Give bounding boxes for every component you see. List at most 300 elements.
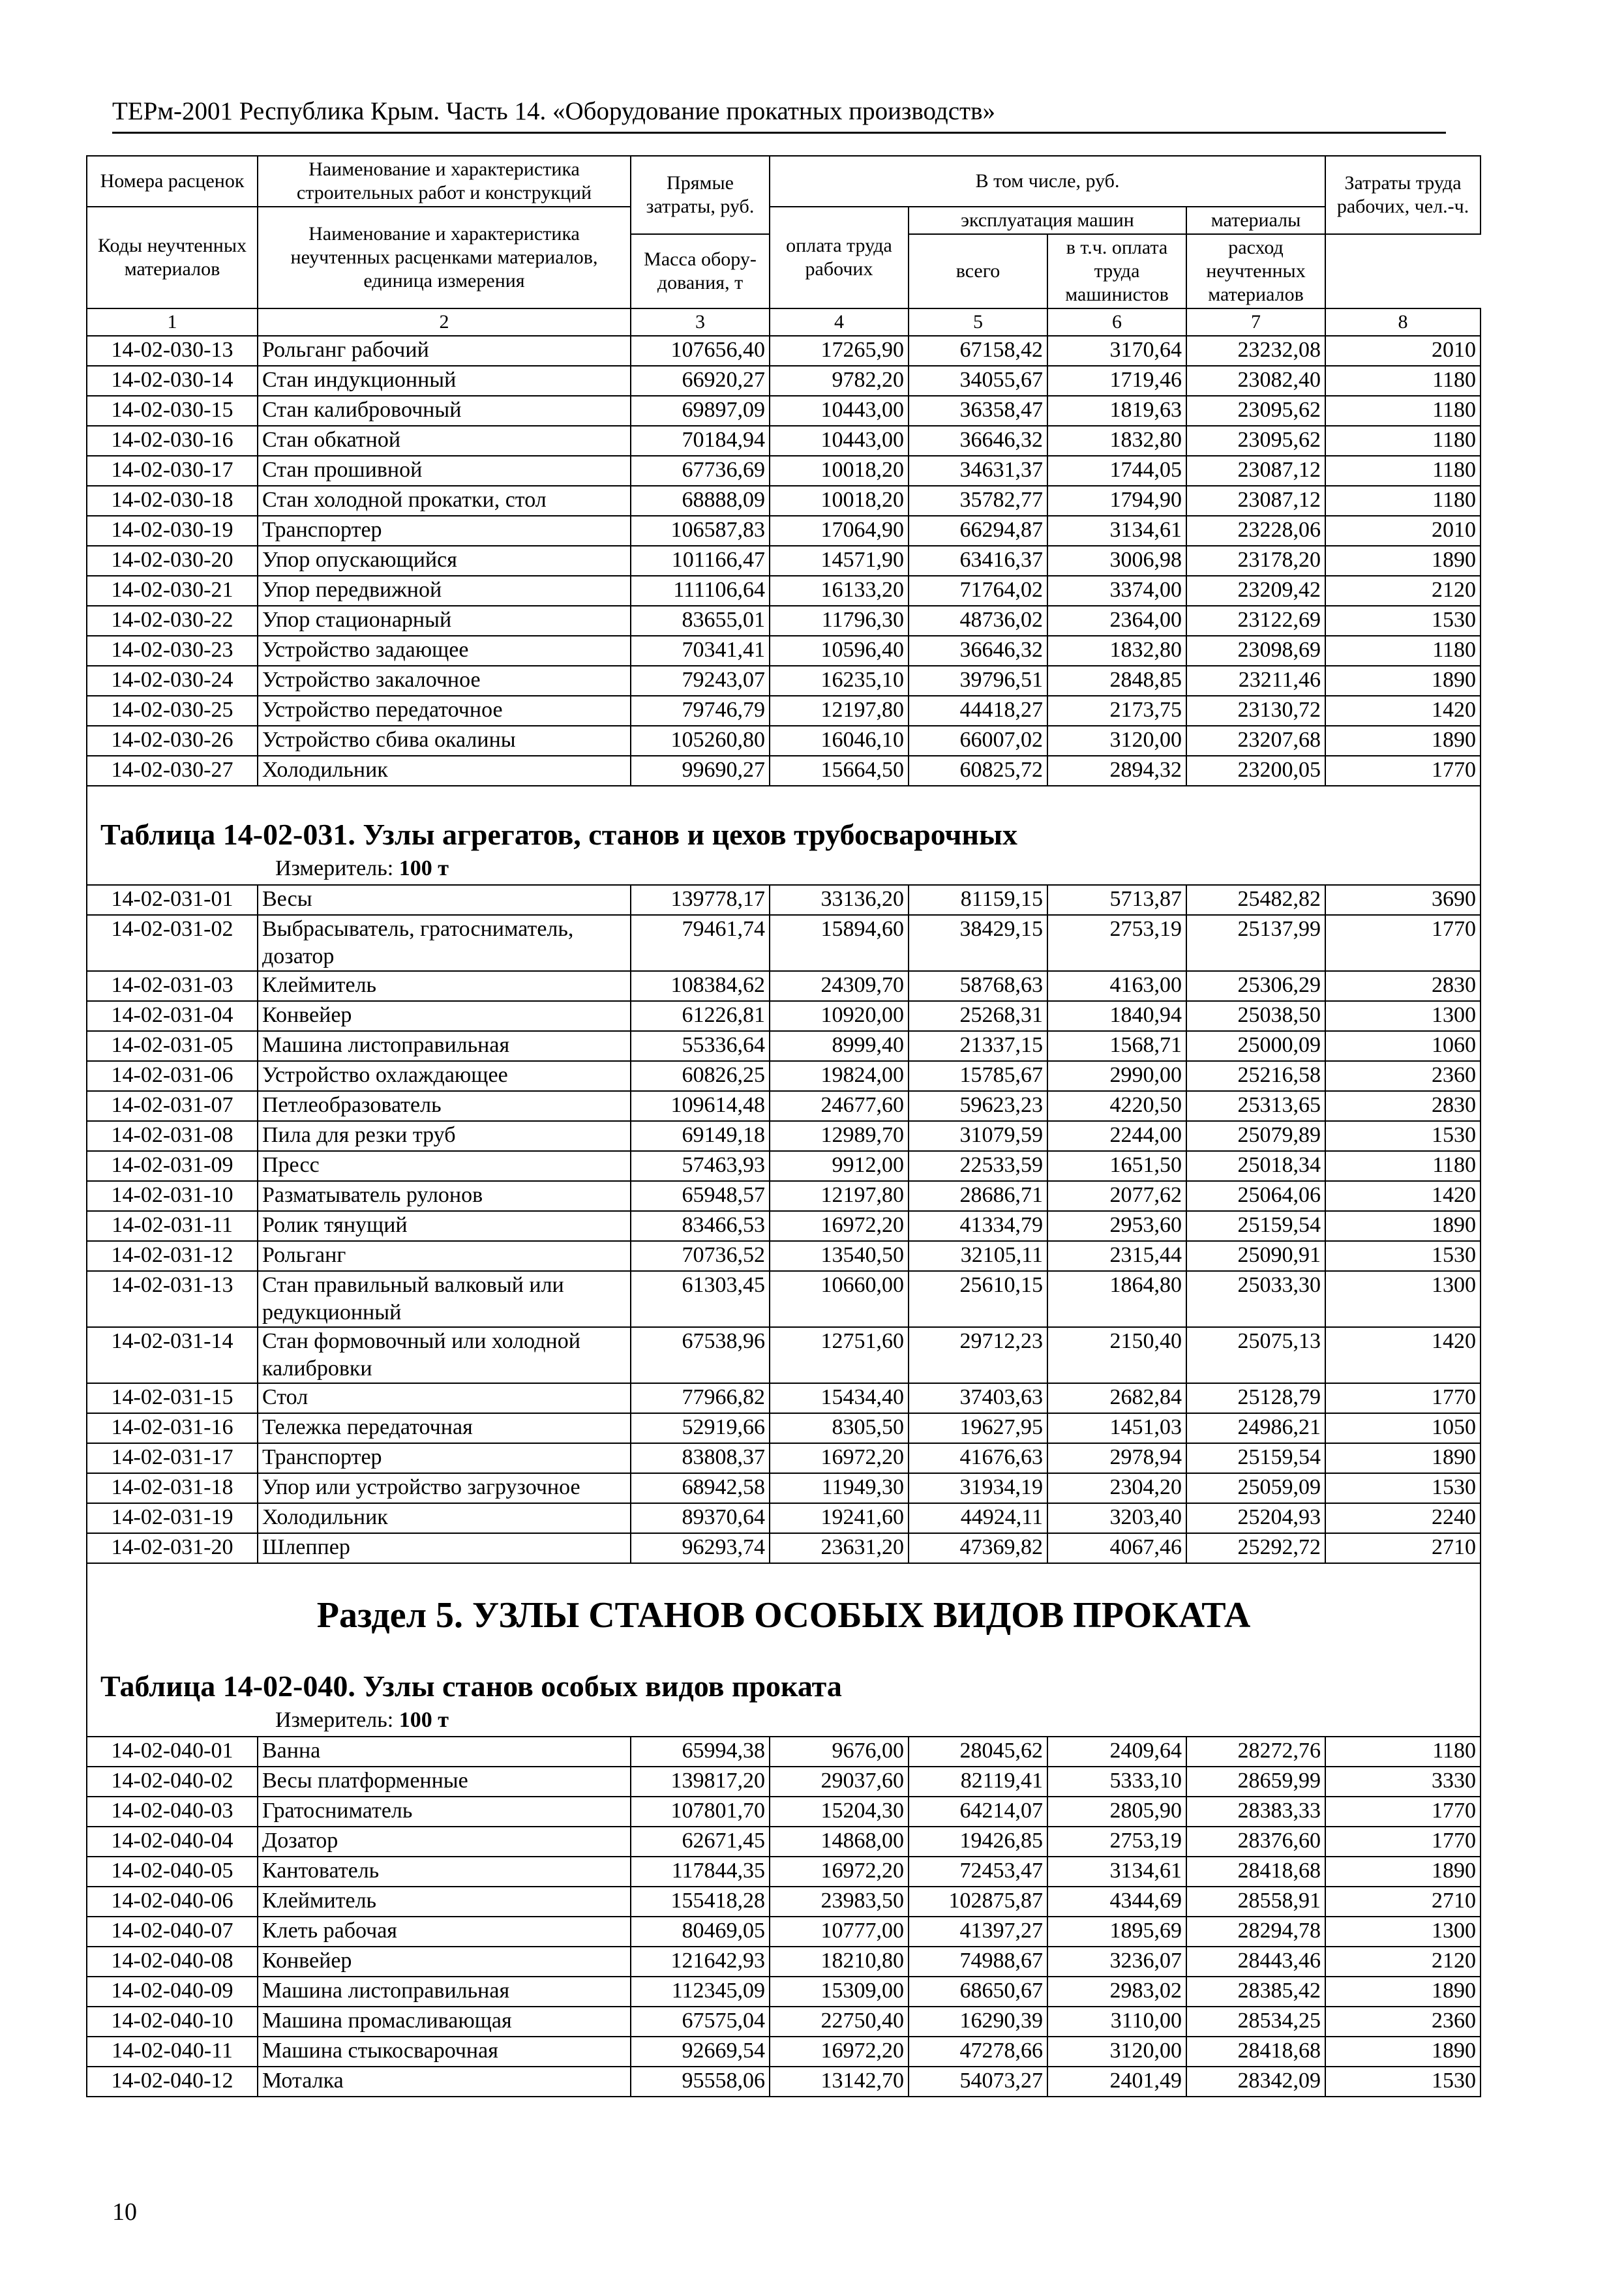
section-5-title-cell bbox=[87, 1563, 1481, 1737]
work-name-cell: Конвейер bbox=[258, 1001, 631, 1031]
direct-costs-cell: 67736,69 bbox=[631, 456, 770, 486]
table-row bbox=[87, 1241, 1481, 1271]
worker-pay-cell: 15894,60 bbox=[770, 915, 909, 971]
machinist-pay-cell: 2401,49 bbox=[1047, 2067, 1186, 2097]
direct-costs-cell: 89370,64 bbox=[631, 1503, 770, 1533]
materials-cell: 23082,40 bbox=[1186, 366, 1325, 396]
machine-total-cell: 66294,87 bbox=[909, 516, 1047, 546]
table-row bbox=[87, 486, 1481, 516]
rate-code-cell: 14-02-030-26 bbox=[87, 726, 258, 756]
labor-hours-cell: 2360 bbox=[1325, 1061, 1481, 1091]
work-name-cell: Устройство сбива окалины bbox=[258, 726, 631, 756]
direct-costs-cell: 155418,28 bbox=[631, 1887, 770, 1917]
materials-cell: 23130,72 bbox=[1186, 696, 1325, 726]
table-row bbox=[87, 1887, 1481, 1917]
materials-cell: 24986,21 bbox=[1186, 1413, 1325, 1443]
table-040-measure bbox=[100, 1706, 1467, 1735]
rate-code-cell: 14-02-030-15 bbox=[87, 396, 258, 426]
direct-costs-cell: 109614,48 bbox=[631, 1091, 770, 1121]
machine-total-cell: 36646,32 bbox=[909, 426, 1047, 456]
labor-hours-cell: 1180 bbox=[1325, 636, 1481, 666]
machinist-pay-cell: 3374,00 bbox=[1047, 576, 1186, 606]
table-031-measure bbox=[100, 854, 1467, 883]
table-row bbox=[87, 1443, 1481, 1473]
col-number: 2 bbox=[258, 308, 631, 336]
labor-hours-cell: 1420 bbox=[1325, 696, 1481, 726]
worker-pay-cell: 15204,30 bbox=[770, 1797, 909, 1827]
machine-total-cell: 28045,62 bbox=[909, 1737, 1047, 1767]
materials-cell: 25482,82 bbox=[1186, 885, 1325, 915]
work-name-cell: Упор или устройство загрузочное bbox=[258, 1473, 631, 1503]
machine-total-cell: 19426,85 bbox=[909, 1827, 1047, 1857]
direct-costs-cell: 106587,83 bbox=[631, 516, 770, 546]
rate-code-cell: 14-02-030-20 bbox=[87, 546, 258, 576]
rate-code-cell: 14-02-031-02 bbox=[87, 915, 258, 971]
machine-total-cell: 63416,37 bbox=[909, 546, 1047, 576]
table-row bbox=[87, 1797, 1481, 1827]
table-row bbox=[87, 1091, 1481, 1121]
work-name-cell: Устройство охлаждающее bbox=[258, 1061, 631, 1091]
materials-cell: 23087,12 bbox=[1186, 486, 1325, 516]
machine-total-cell: 21337,15 bbox=[909, 1031, 1047, 1061]
labor-hours-cell: 1530 bbox=[1325, 606, 1481, 636]
work-name-cell: Шлеппер bbox=[258, 1533, 631, 1563]
worker-pay-cell: 22750,40 bbox=[770, 2007, 909, 2037]
direct-costs-cell: 111106,64 bbox=[631, 576, 770, 606]
table-row bbox=[87, 726, 1481, 756]
rate-code-cell: 14-02-031-01 bbox=[87, 885, 258, 915]
worker-pay-cell: 16972,20 bbox=[770, 1443, 909, 1473]
work-name-cell: Весы bbox=[258, 885, 631, 915]
materials-cell: 28558,91 bbox=[1186, 1887, 1325, 1917]
rate-code-cell: 14-02-031-08 bbox=[87, 1121, 258, 1151]
machine-total-cell: 37403,63 bbox=[909, 1383, 1047, 1413]
machinist-pay-cell: 5713,87 bbox=[1047, 885, 1186, 915]
labor-hours-cell: 1530 bbox=[1325, 1241, 1481, 1271]
machine-total-cell: 25610,15 bbox=[909, 1271, 1047, 1327]
col-number: 8 bbox=[1325, 308, 1481, 336]
table-row bbox=[87, 1413, 1481, 1443]
work-name-cell: Машина стыкосварочная bbox=[258, 2037, 631, 2067]
machine-total-cell: 41334,79 bbox=[909, 1211, 1047, 1241]
rate-code-cell: 14-02-031-18 bbox=[87, 1473, 258, 1503]
work-name-cell: Транспортер bbox=[258, 1443, 631, 1473]
direct-costs-cell: 79461,74 bbox=[631, 915, 770, 971]
table-031-title-cell bbox=[87, 786, 1481, 885]
machine-total-cell: 16290,39 bbox=[909, 2007, 1047, 2037]
machine-total-cell: 32105,11 bbox=[909, 1241, 1047, 1271]
table-row bbox=[87, 1327, 1481, 1383]
labor-hours-cell: 1180 bbox=[1325, 456, 1481, 486]
rate-code-cell: 14-02-030-24 bbox=[87, 666, 258, 696]
labor-hours-cell: 1530 bbox=[1325, 1473, 1481, 1503]
page-content bbox=[86, 155, 1480, 2097]
machinist-pay-cell: 2304,20 bbox=[1047, 1473, 1186, 1503]
labor-hours-cell: 1300 bbox=[1325, 1001, 1481, 1031]
rate-code-cell: 14-02-040-03 bbox=[87, 1797, 258, 1827]
machine-total-cell: 68650,67 bbox=[909, 1977, 1047, 2007]
direct-costs-cell: 108384,62 bbox=[631, 971, 770, 1001]
machine-total-cell: 29712,23 bbox=[909, 1327, 1047, 1383]
materials-cell: 25128,79 bbox=[1186, 1383, 1325, 1413]
col-number: 4 bbox=[770, 308, 909, 336]
machine-total-cell: 41397,27 bbox=[909, 1917, 1047, 1947]
materials-cell: 23098,69 bbox=[1186, 636, 1325, 666]
direct-costs-cell: 65994,38 bbox=[631, 1737, 770, 1767]
work-name-cell: Пила для резки труб bbox=[258, 1121, 631, 1151]
machinist-pay-cell: 1832,80 bbox=[1047, 426, 1186, 456]
worker-pay-cell: 18210,80 bbox=[770, 1947, 909, 1977]
worker-pay-cell: 12751,60 bbox=[770, 1327, 909, 1383]
labor-hours-cell: 1300 bbox=[1325, 1271, 1481, 1327]
col-header-machinist-pay: в т.ч. оплата труда машинистов bbox=[1047, 234, 1186, 308]
labor-hours-cell: 2120 bbox=[1325, 576, 1481, 606]
labor-hours-cell: 2240 bbox=[1325, 1503, 1481, 1533]
labor-hours-cell: 1530 bbox=[1325, 2067, 1481, 2097]
table-row bbox=[87, 456, 1481, 486]
machinist-pay-cell: 1840,94 bbox=[1047, 1001, 1186, 1031]
machinist-pay-cell: 3006,98 bbox=[1047, 546, 1186, 576]
materials-cell: 25000,09 bbox=[1186, 1031, 1325, 1061]
worker-pay-cell: 8305,50 bbox=[770, 1413, 909, 1443]
rate-code-cell: 14-02-030-18 bbox=[87, 486, 258, 516]
work-name-cell: Разматыватель рулонов bbox=[258, 1181, 631, 1211]
work-name-cell: Ванна bbox=[258, 1737, 631, 1767]
direct-costs-cell: 70341,41 bbox=[631, 636, 770, 666]
worker-pay-cell: 15664,50 bbox=[770, 756, 909, 786]
worker-pay-cell: 9782,20 bbox=[770, 366, 909, 396]
rate-code-cell: 14-02-030-23 bbox=[87, 636, 258, 666]
direct-costs-cell: 92669,54 bbox=[631, 2037, 770, 2067]
worker-pay-cell: 17265,90 bbox=[770, 336, 909, 366]
worker-pay-cell: 10018,20 bbox=[770, 486, 909, 516]
machine-total-cell: 67158,42 bbox=[909, 336, 1047, 366]
work-name-cell: Стан индукционный bbox=[258, 366, 631, 396]
worker-pay-cell: 16235,10 bbox=[770, 666, 909, 696]
col-header-codes: Номера расценок bbox=[87, 156, 258, 207]
machinist-pay-cell: 3134,61 bbox=[1047, 516, 1186, 546]
col-header-machine-operation: эксплуатация машин bbox=[909, 207, 1186, 234]
labor-hours-cell: 1180 bbox=[1325, 366, 1481, 396]
table-row bbox=[87, 1947, 1481, 1977]
col-header-material-codes: Коды неучтенных материалов bbox=[87, 207, 258, 308]
labor-hours-cell: 1890 bbox=[1325, 726, 1481, 756]
direct-costs-cell: 52919,66 bbox=[631, 1413, 770, 1443]
direct-costs-cell: 60826,25 bbox=[631, 1061, 770, 1091]
rate-code-cell: 14-02-030-21 bbox=[87, 576, 258, 606]
materials-cell: 25159,54 bbox=[1186, 1443, 1325, 1473]
labor-hours-cell: 1770 bbox=[1325, 1797, 1481, 1827]
rate-code-cell: 14-02-031-03 bbox=[87, 971, 258, 1001]
worker-pay-cell: 29037,60 bbox=[770, 1767, 909, 1797]
direct-costs-cell: 96293,74 bbox=[631, 1533, 770, 1563]
worker-pay-cell: 19241,60 bbox=[770, 1503, 909, 1533]
machinist-pay-cell: 4163,00 bbox=[1047, 971, 1186, 1001]
machinist-pay-cell: 1568,71 bbox=[1047, 1031, 1186, 1061]
col-header-materials: материалы bbox=[1186, 207, 1325, 234]
table-row bbox=[87, 1271, 1481, 1327]
machine-total-cell: 47369,82 bbox=[909, 1533, 1047, 1563]
rate-code-cell: 14-02-030-25 bbox=[87, 696, 258, 726]
machinist-pay-cell: 3134,61 bbox=[1047, 1857, 1186, 1887]
direct-costs-cell: 66920,27 bbox=[631, 366, 770, 396]
machinist-pay-cell: 1719,46 bbox=[1047, 366, 1186, 396]
machinist-pay-cell: 3170,64 bbox=[1047, 336, 1186, 366]
direct-costs-cell: 95558,06 bbox=[631, 2067, 770, 2097]
table-row bbox=[87, 2037, 1481, 2067]
rate-code-cell: 14-02-040-10 bbox=[87, 2007, 258, 2037]
rate-code-cell: 14-02-030-13 bbox=[87, 336, 258, 366]
materials-cell: 25059,09 bbox=[1186, 1473, 1325, 1503]
machinist-pay-cell: 4220,50 bbox=[1047, 1091, 1186, 1121]
table-030-rows bbox=[87, 336, 1481, 786]
work-name-cell: Стан калибровочный bbox=[258, 396, 631, 426]
work-name-cell: Транспортер bbox=[258, 516, 631, 546]
materials-cell: 28443,46 bbox=[1186, 1947, 1325, 1977]
rate-code-cell: 14-02-031-05 bbox=[87, 1031, 258, 1061]
work-name-cell: Весы платформенные bbox=[258, 1767, 631, 1797]
table-row bbox=[87, 336, 1481, 366]
worker-pay-cell: 24309,70 bbox=[770, 971, 909, 1001]
rate-code-cell: 14-02-040-08 bbox=[87, 1947, 258, 1977]
work-name-cell: Гратосниматель bbox=[258, 1797, 631, 1827]
materials-cell: 25018,34 bbox=[1186, 1151, 1325, 1181]
col-header-including: В том числе, руб. bbox=[770, 156, 1325, 207]
materials-cell: 28383,33 bbox=[1186, 1797, 1325, 1827]
labor-hours-cell: 1050 bbox=[1325, 1413, 1481, 1443]
machine-total-cell: 58768,63 bbox=[909, 971, 1047, 1001]
direct-costs-cell: 65948,57 bbox=[631, 1181, 770, 1211]
worker-pay-cell: 19824,00 bbox=[770, 1061, 909, 1091]
machinist-pay-cell: 2173,75 bbox=[1047, 696, 1186, 726]
direct-costs-cell: 69897,09 bbox=[631, 396, 770, 426]
col-header-material-names: Наименование и характеристика неучтенных расценками материалов, единица измерения bbox=[258, 207, 631, 308]
worker-pay-cell: 14868,00 bbox=[770, 1827, 909, 1857]
materials-cell: 28342,09 bbox=[1186, 2067, 1325, 2097]
rate-code-cell: 14-02-031-10 bbox=[87, 1181, 258, 1211]
worker-pay-cell: 11796,30 bbox=[770, 606, 909, 636]
worker-pay-cell: 10660,00 bbox=[770, 1271, 909, 1327]
section-5-heading bbox=[87, 1563, 1481, 1737]
labor-hours-cell: 1890 bbox=[1325, 1857, 1481, 1887]
machinist-pay-cell: 1651,50 bbox=[1047, 1151, 1186, 1181]
rate-code-cell: 14-02-030-22 bbox=[87, 606, 258, 636]
table-row bbox=[87, 2067, 1481, 2097]
direct-costs-cell: 79746,79 bbox=[631, 696, 770, 726]
table-040-rows bbox=[87, 1737, 1481, 2097]
work-name-cell: Выбрасыватель, гратосниматель, дозатор bbox=[258, 915, 631, 971]
labor-hours-cell: 1420 bbox=[1325, 1327, 1481, 1383]
page-number: 10 bbox=[112, 2198, 137, 2226]
worker-pay-cell: 23631,20 bbox=[770, 1533, 909, 1563]
worker-pay-cell: 16972,20 bbox=[770, 2037, 909, 2067]
table-row bbox=[87, 636, 1481, 666]
table-row bbox=[87, 1857, 1481, 1887]
labor-hours-cell: 1890 bbox=[1325, 1211, 1481, 1241]
work-name-cell: Устройство задающее bbox=[258, 636, 631, 666]
machinist-pay-cell: 1895,69 bbox=[1047, 1917, 1186, 1947]
machine-total-cell: 31934,19 bbox=[909, 1473, 1047, 1503]
work-name-cell: Кантователь bbox=[258, 1857, 631, 1887]
work-name-cell: Тележка передаточная bbox=[258, 1413, 631, 1443]
machine-total-cell: 41676,63 bbox=[909, 1443, 1047, 1473]
machinist-pay-cell: 2244,00 bbox=[1047, 1121, 1186, 1151]
materials-cell: 28294,78 bbox=[1186, 1917, 1325, 1947]
table-031-heading bbox=[87, 786, 1481, 885]
labor-hours-cell: 2010 bbox=[1325, 516, 1481, 546]
table-031-rows bbox=[87, 885, 1481, 1563]
work-name-cell: Стан правильный валковый или редукционный bbox=[258, 1271, 631, 1327]
table-row bbox=[87, 516, 1481, 546]
rate-code-cell: 14-02-040-12 bbox=[87, 2067, 258, 2097]
materials-cell: 23211,46 bbox=[1186, 666, 1325, 696]
machinist-pay-cell: 2682,84 bbox=[1047, 1383, 1186, 1413]
rate-code-cell: 14-02-031-15 bbox=[87, 1383, 258, 1413]
machinist-pay-cell: 2753,19 bbox=[1047, 915, 1186, 971]
materials-cell: 28385,42 bbox=[1186, 1977, 1325, 2007]
rate-code-cell: 14-02-031-12 bbox=[87, 1241, 258, 1271]
labor-hours-cell: 1770 bbox=[1325, 1383, 1481, 1413]
col-number: 7 bbox=[1186, 308, 1325, 336]
direct-costs-cell: 77966,82 bbox=[631, 1383, 770, 1413]
direct-costs-cell: 61226,81 bbox=[631, 1001, 770, 1031]
work-name-cell: Стан формовочный или холодной калибровки bbox=[258, 1327, 631, 1383]
direct-costs-cell: 70184,94 bbox=[631, 426, 770, 456]
machine-total-cell: 81159,15 bbox=[909, 885, 1047, 915]
rate-code-cell: 14-02-031-16 bbox=[87, 1413, 258, 1443]
machinist-pay-cell: 1864,80 bbox=[1047, 1271, 1186, 1327]
worker-pay-cell: 14571,90 bbox=[770, 546, 909, 576]
direct-costs-cell: 67538,96 bbox=[631, 1327, 770, 1383]
rate-code-cell: 14-02-031-06 bbox=[87, 1061, 258, 1091]
direct-costs-cell: 68888,09 bbox=[631, 486, 770, 516]
measure-value: 100 т bbox=[398, 1708, 449, 1732]
work-name-cell: Рольганг рабочий bbox=[258, 336, 631, 366]
machine-total-cell: 48736,02 bbox=[909, 606, 1047, 636]
work-name-cell: Клеть рабочая bbox=[258, 1917, 631, 1947]
direct-costs-cell: 80469,05 bbox=[631, 1917, 770, 1947]
materials-cell: 25137,99 bbox=[1186, 915, 1325, 971]
table-row bbox=[87, 915, 1481, 971]
labor-hours-cell: 1300 bbox=[1325, 1917, 1481, 1947]
worker-pay-cell: 16046,10 bbox=[770, 726, 909, 756]
materials-cell: 25064,06 bbox=[1186, 1181, 1325, 1211]
direct-costs-cell: 62671,45 bbox=[631, 1827, 770, 1857]
labor-hours-cell: 1180 bbox=[1325, 1151, 1481, 1181]
machine-total-cell: 82119,41 bbox=[909, 1767, 1047, 1797]
materials-cell: 28272,76 bbox=[1186, 1737, 1325, 1767]
labor-hours-cell: 1180 bbox=[1325, 486, 1481, 516]
measure-value: 100 т bbox=[398, 856, 449, 880]
machine-total-cell: 19627,95 bbox=[909, 1413, 1047, 1443]
worker-pay-cell: 10443,00 bbox=[770, 426, 909, 456]
machinist-pay-cell: 1744,05 bbox=[1047, 456, 1186, 486]
labor-hours-cell: 2120 bbox=[1325, 1947, 1481, 1977]
work-name-cell: Устройство передаточное bbox=[258, 696, 631, 726]
col-number: 3 bbox=[631, 308, 770, 336]
direct-costs-cell: 55336,64 bbox=[631, 1031, 770, 1061]
machinist-pay-cell: 2983,02 bbox=[1047, 1977, 1186, 2007]
table-row bbox=[87, 1737, 1481, 1767]
measure-label: Измеритель: bbox=[275, 1708, 394, 1732]
machinist-pay-cell: 3236,07 bbox=[1047, 1947, 1186, 1977]
table-row bbox=[87, 696, 1481, 726]
table-row bbox=[87, 1121, 1481, 1151]
machine-total-cell: 60825,72 bbox=[909, 756, 1047, 786]
worker-pay-cell: 16972,20 bbox=[770, 1211, 909, 1241]
worker-pay-cell: 33136,20 bbox=[770, 885, 909, 915]
table-031-title: Таблица 14-02-031. Узлы агрегатов, станов и цехов трубосварочных bbox=[100, 818, 1017, 851]
materials-cell: 23095,62 bbox=[1186, 396, 1325, 426]
labor-hours-cell: 1180 bbox=[1325, 1737, 1481, 1767]
labor-hours-cell: 2830 bbox=[1325, 971, 1481, 1001]
labor-hours-cell: 1060 bbox=[1325, 1031, 1481, 1061]
labor-hours-cell: 3690 bbox=[1325, 885, 1481, 915]
machine-total-cell: 71764,02 bbox=[909, 576, 1047, 606]
labor-hours-cell: 2010 bbox=[1325, 336, 1481, 366]
direct-costs-cell: 57463,93 bbox=[631, 1151, 770, 1181]
direct-costs-cell: 67575,04 bbox=[631, 2007, 770, 2037]
table-row bbox=[87, 1473, 1481, 1503]
rate-code-cell: 14-02-031-20 bbox=[87, 1533, 258, 1563]
table-row bbox=[87, 1151, 1481, 1181]
rate-code-cell: 14-02-040-04 bbox=[87, 1827, 258, 1857]
worker-pay-cell: 17064,90 bbox=[770, 516, 909, 546]
materials-cell: 23122,69 bbox=[1186, 606, 1325, 636]
labor-hours-cell: 2360 bbox=[1325, 2007, 1481, 2037]
direct-costs-cell: 70736,52 bbox=[631, 1241, 770, 1271]
materials-cell: 23228,06 bbox=[1186, 516, 1325, 546]
work-name-cell: Машина промасливающая bbox=[258, 2007, 631, 2037]
work-name-cell: Упор опускающийся bbox=[258, 546, 631, 576]
labor-hours-cell: 2710 bbox=[1325, 1887, 1481, 1917]
worker-pay-cell: 9912,00 bbox=[770, 1151, 909, 1181]
work-name-cell: Петлеобразователь bbox=[258, 1091, 631, 1121]
table-row bbox=[87, 885, 1481, 915]
machinist-pay-cell: 1832,80 bbox=[1047, 636, 1186, 666]
labor-hours-cell: 3330 bbox=[1325, 1767, 1481, 1797]
materials-cell: 25216,58 bbox=[1186, 1061, 1325, 1091]
table-row bbox=[87, 1211, 1481, 1241]
machine-total-cell: 38429,15 bbox=[909, 915, 1047, 971]
materials-cell: 25313,65 bbox=[1186, 1091, 1325, 1121]
direct-costs-cell: 107801,70 bbox=[631, 1797, 770, 1827]
table-row bbox=[87, 1977, 1481, 2007]
table-row bbox=[87, 1181, 1481, 1211]
machinist-pay-cell: 3203,40 bbox=[1047, 1503, 1186, 1533]
col-number: 6 bbox=[1047, 308, 1186, 336]
materials-cell: 25038,50 bbox=[1186, 1001, 1325, 1031]
worker-pay-cell: 12197,80 bbox=[770, 696, 909, 726]
machinist-pay-cell: 3110,00 bbox=[1047, 2007, 1186, 2037]
labor-hours-cell: 1530 bbox=[1325, 1121, 1481, 1151]
rate-code-cell: 14-02-040-09 bbox=[87, 1977, 258, 2007]
machinist-pay-cell: 2953,60 bbox=[1047, 1211, 1186, 1241]
labor-hours-cell: 1770 bbox=[1325, 1827, 1481, 1857]
machine-total-cell: 36358,47 bbox=[909, 396, 1047, 426]
labor-hours-cell: 2710 bbox=[1325, 1533, 1481, 1563]
direct-costs-cell: 117844,35 bbox=[631, 1857, 770, 1887]
materials-cell: 25306,29 bbox=[1186, 971, 1325, 1001]
rate-code-cell: 14-02-040-06 bbox=[87, 1887, 258, 1917]
materials-cell: 23209,42 bbox=[1186, 576, 1325, 606]
work-name-cell: Холодильник bbox=[258, 756, 631, 786]
materials-cell: 28659,99 bbox=[1186, 1767, 1325, 1797]
machinist-pay-cell: 1794,90 bbox=[1047, 486, 1186, 516]
table-row bbox=[87, 396, 1481, 426]
materials-cell: 28418,68 bbox=[1186, 2037, 1325, 2067]
table-row bbox=[87, 546, 1481, 576]
